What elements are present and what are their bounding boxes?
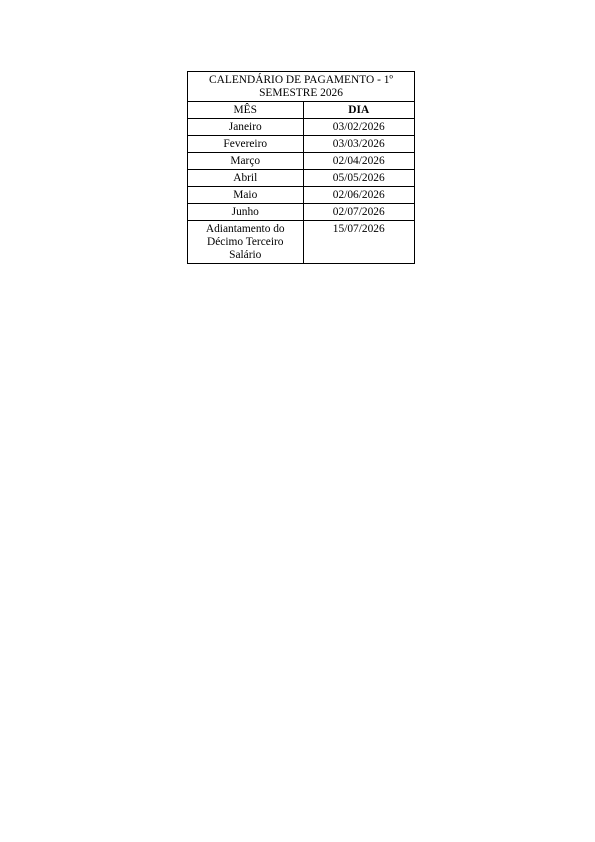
day-cell: 05/05/2026 [303,170,415,187]
header-month: MÊS [188,102,304,119]
day-cell: 03/02/2026 [303,119,415,136]
payment-calendar-table [187,71,415,264]
table-row [188,170,415,187]
day-cell: 15/07/2026 [303,221,415,264]
table-title-row [188,72,415,102]
table-row [188,204,415,221]
day-cell: 02/07/2026 [303,204,415,221]
table-title: CALENDÁRIO DE PAGAMENTO - 1º SEMESTRE 2026 [188,72,415,102]
table-row [188,153,415,170]
table-row [188,187,415,204]
header-day: DIA [303,102,415,119]
month-cell: Fevereiro [188,136,304,153]
month-cell: Janeiro [188,119,304,136]
month-cell: Maio [188,187,304,204]
table-row [188,119,415,136]
day-cell: 03/03/2026 [303,136,415,153]
table-header-row [188,102,415,119]
month-cell: Adiantamento do Décimo Terceiro Salário [188,221,304,264]
day-cell: 02/06/2026 [303,187,415,204]
month-cell: Março [188,153,304,170]
day-cell: 02/04/2026 [303,153,415,170]
table-row [188,136,415,153]
table-row [188,221,415,264]
month-cell: Abril [188,170,304,187]
month-cell: Junho [188,204,304,221]
